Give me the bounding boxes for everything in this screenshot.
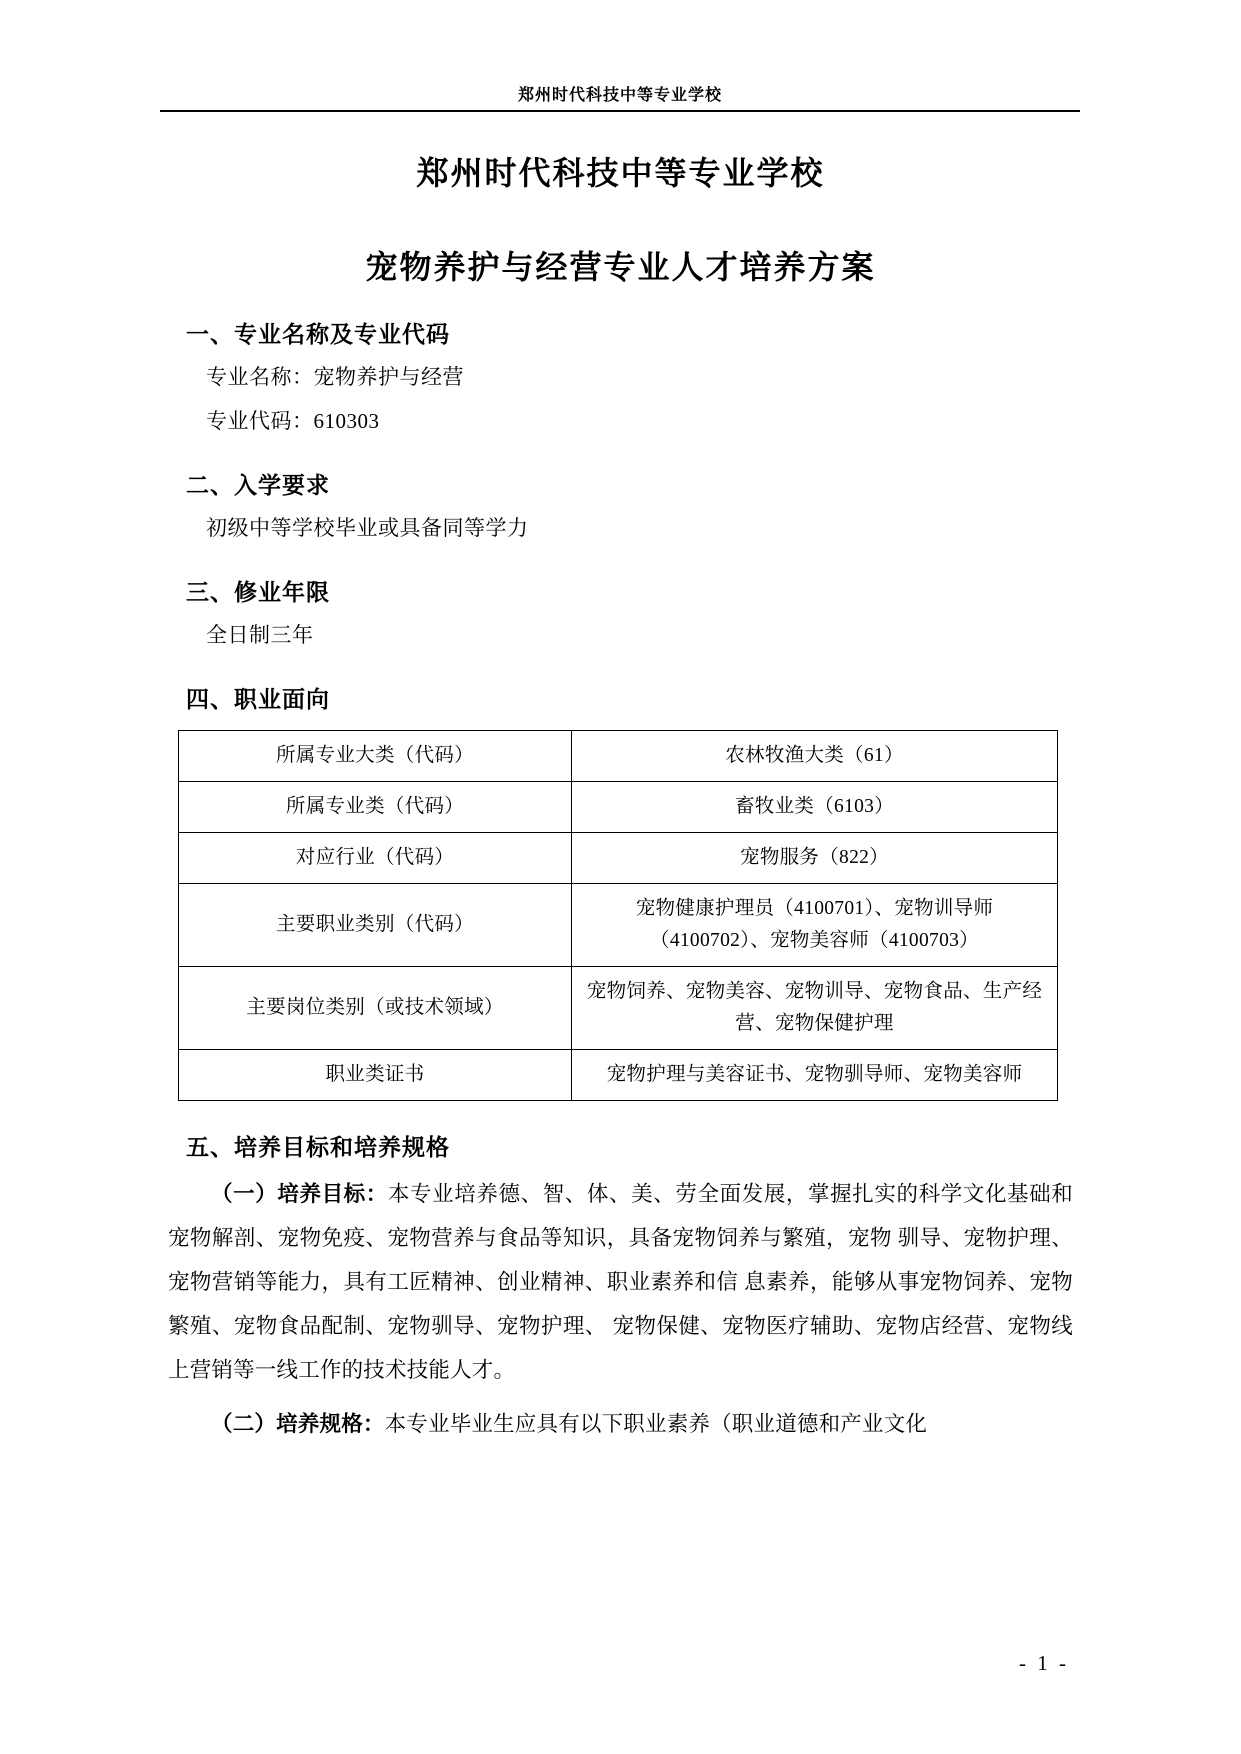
section-2-paragraph-1: 初级中等学校毕业或具备同等学力 xyxy=(206,516,529,540)
section-1-paragraph-1: 专业名称：宠物养护与经营 xyxy=(206,365,464,389)
table-cell-value: 农林牧渔大类（61） xyxy=(572,731,1058,782)
training-goal-label: （一）培养目标： xyxy=(211,1182,388,1206)
table-cell-value: 宠物护理与美容证书、宠物驯导师、宠物美容师 xyxy=(572,1050,1058,1101)
section-3-paragraph-1: 全日制三年 xyxy=(206,623,314,647)
section-heading-4: 四、职业面向 xyxy=(186,686,330,712)
section-heading-3: 三、修业年限 xyxy=(186,579,330,605)
page-title: 郑州时代科技中等专业学校 xyxy=(416,155,825,191)
table-cell-label: 主要岗位类别（或技术领域） xyxy=(179,967,572,1050)
section-heading-1: 一、专业名称及专业代码 xyxy=(186,321,450,347)
training-goal-text: 本专业培养德、智、体、美、劳全面发展，掌握扎实的科学文化基础和宠物解剖、宠物免疫、宠物营养与食品等知识，具备宠物饲养与繁殖，宠物 驯导、宠物护理、宠物营销等能力，具有工匠精神、创业精神、职业素养和信 息素养，能够从事宠物饲养、宠物繁殖、宠物食品配制、宠物驯导、宠物护理、 宠物保健、宠物医疗辅助、宠物店经营、宠物线上营销等一线工作的技术技能人才。 xyxy=(168,1182,1073,1382)
table-row xyxy=(179,731,1058,782)
table-cell-value: 宠物健康护理员（4100701）、宠物训导师（4100702）、宠物美容师（4100703） xyxy=(572,884,1058,967)
table-row xyxy=(179,782,1058,833)
header-divider xyxy=(160,110,1080,112)
table-row xyxy=(179,884,1058,967)
table-cell-label: 对应行业（代码） xyxy=(179,833,572,884)
table-cell-label: 主要职业类别（代码） xyxy=(179,884,572,967)
table-row xyxy=(179,967,1058,1050)
training-spec-label: （二）培养规格： xyxy=(211,1412,385,1436)
page-subtitle: 宠物养护与经营专业人才培养方案 xyxy=(365,249,876,285)
table-cell-value: 宠物饲养、宠物美容、宠物训导、宠物食品、生产经营、宠物保健护理 xyxy=(572,967,1058,1050)
job-orientation-table xyxy=(178,730,1058,1101)
running-header-text: 郑州时代科技中等专业学校 xyxy=(517,87,722,104)
section-heading-2: 二、入学要求 xyxy=(186,472,330,498)
running-header xyxy=(160,82,1080,105)
training-spec-text: 本专业毕业生应具有以下职业素养（职业道德和产业文化 xyxy=(384,1412,928,1436)
table-cell-label: 职业类证书 xyxy=(179,1050,572,1101)
table-cell-label: 所属专业大类（代码） xyxy=(179,731,572,782)
table-cell-value: 畜牧业类（6103） xyxy=(572,782,1058,833)
table-cell-label: 所属专业类（代码） xyxy=(179,782,572,833)
section-1-paragraph-2: 专业代码：610303 xyxy=(206,409,380,433)
training-goal-paragraph xyxy=(168,1172,1073,1392)
page-number: - 1 - xyxy=(1019,1651,1069,1675)
table-row xyxy=(179,1050,1058,1101)
document-content xyxy=(168,130,1073,1446)
table-cell-value: 宠物服务（822） xyxy=(572,833,1058,884)
table-row xyxy=(179,833,1058,884)
section-heading-5: 五、培养目标和培养规格 xyxy=(186,1134,450,1160)
training-spec-paragraph xyxy=(168,1402,1073,1446)
